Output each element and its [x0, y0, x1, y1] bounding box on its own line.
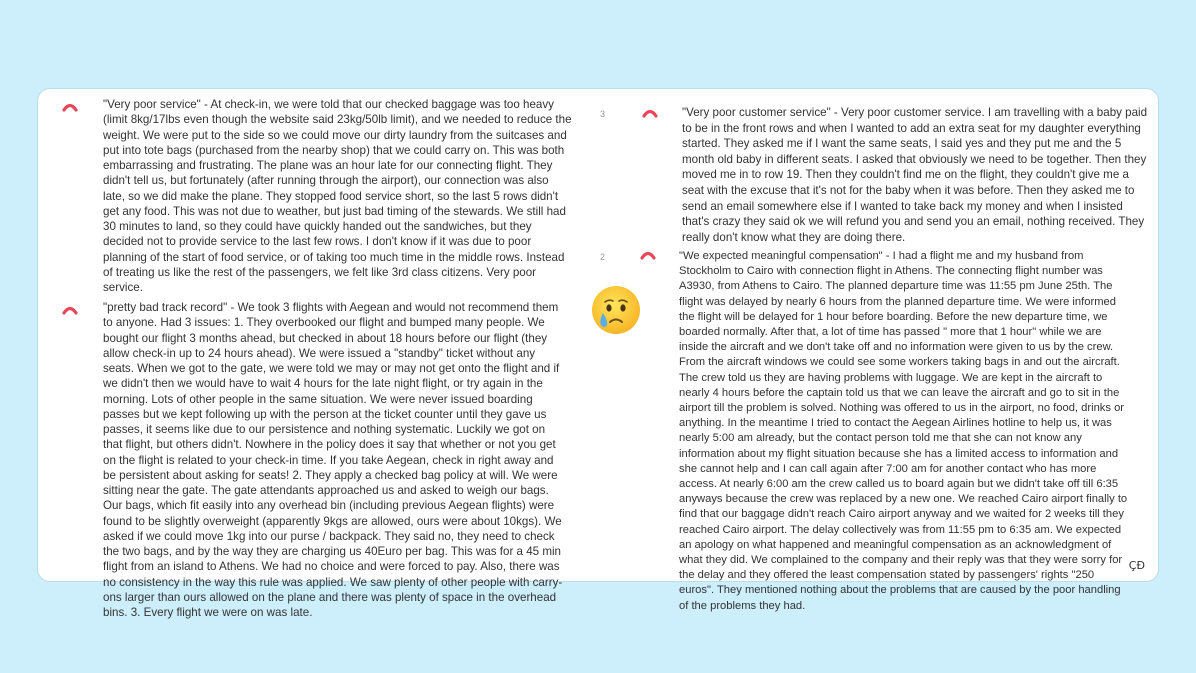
review-text: "pretty bad track record" - We took 3 flights with Aegean and would not recommend them to anyone. Had 3 issues: 1. They overbooked our flight and bumped many people. We bought our flight 3 months ahead, but checked in about 18 hours before our flight (they allow check-in up to 24 hours ahead). We were issued a "standby" ticket without any seats. When we got to the gate, we were told we may or may not get onto the flight and if we didn't then we would have to wait 4 hours for the late night flight, or try again in the morning. Lots of other people in the same situation. We were never issued boarding passes but we kept following up with the person at the ticket counter until they gave us passes, it seems like due to our persistence and nothing systematic. Luckily we got on that flight, but others didn't. Nowhere in the policy does it say that whether or not you get on the flight is related to your check-in time. If you take Aegean, check in right away and be persistent about asking for seats! 2. They apply a checked bag policy at will. We were sitting near the gate. The gate attendants approached us and asked to weigh our bags. Our bags, which fit easily into any overhead bin (including previous Aegean flights) were found to be slightly overweight (apparently 9kgs are allowed, ours were about 10kgs). We asked if we could move 1kg into our purse / backpack. They said no, they need to check the two bags, and by the way they are charging us 40Euro per bag. This was for a 45 min flight from an island to Athens. We had no choice and were forced to pay. Also, there was no consistency in the way this rule was applied. We saw plenty of other people with carry-ons larger than ours allowed on the plane and there was plenty of space in the overhead bins. 3. Every flight we were on was late.: [103, 301, 563, 619]
frown-icon: [62, 102, 78, 111]
review-text: "Very poor customer service" - Very poor customer service. I am travelling with a baby paid to be in the front rows and when I wanted to add an extra seat for my daughter everything started. They asked me if I want the same seats, I said yes and they put me and the 5 month old baby in different seats. I asked that obviously we need to be together. Then they moved me in to row 19. Then they couldn't find me on the flight, they couldn't give me a seat with the excuse that it's not for the baby when it was before. Then they asked me to send an email somewhere else if I wanted to take back my money and when I insisted that's crazy they said ok we will refund you and send you an email, nothing received. They really don't know what they are doing there.: [682, 106, 1148, 244]
review-rank: 3: [600, 109, 606, 119]
frown-icon: [62, 305, 78, 314]
corner-glyph: ÇĐ: [1128, 559, 1145, 572]
review-text: "We expected meaningful compensation" - I had a flight me and my husband from Stockholm to Cairo with connection flight in Athens. The connecting flight number was A3930, from Athens to Cairo. The planned departure time was 11:55 pm June 25th. The flight was delayed by nearly 6 hours from the planned departure time. We were informed the flight will be delayed for 1 hour before boarding. Before the new departure time, we boarded normally. After that, a lot of time has passed " more that 1 hour" while we are inside the aircraft and we don't take off and no information were given to us by the crew. From the aircraft windows we could see some workers taking bags in and out the aircraft. The crew told us they are having problems with luggage. We are kept in the aircraft to nearly 4 hours before the captain told us that we can leave the aircraft and go to sit in the airport till the problem is solved. Nothing was offered to us in the airport, no food, drinks or anything. In the meantime I tried to contact the Aegean Airlines hotline to help us, it was nearly 5:00 am already, but the contact person told me that she can not know any information about my flight situation because she has a limited access to information and she cannot help and I can call again after 7:00 am for another contact who has more access. At nearly 6:00 am the crew called us to board again but we didn't take off till 6:35 anyways because the crew was replaced by a new one. We reached Cairo airport finally to find that our baggage didn't reach Cairo airport anyway and we waited for 2 weeks till they reached Cairo airport. The delay collectively was from 11:55 pm to 6:35 am. We expected an apology on what happened and meaningful compensation as an acknowledgment of what they did. We complained to the company and their reply was that they were sorry for the delay and they offered the least compensation stated by passengers' rights "250 euros". They mentioned nothing about the problems that are caused by the poor handling of the problems they had.: [679, 250, 1128, 612]
review-left-1: [103, 97, 573, 295]
review-rank: 2: [600, 252, 606, 262]
review-right-2: [679, 249, 1129, 614]
frown-icon: [642, 108, 658, 117]
review-right-1: [682, 105, 1148, 245]
crying-face-emoji-icon: [590, 284, 642, 336]
review-text: "Very poor service" - At check-in, we were told that our checked baggage was too heavy (limit 8kg/17lbs even though the website said 23kg/50lb limit), and we needed to reduce the weight. We were put to the side so we could move our dirty laundry from the suitcases and put into tote bags (purchased from the nearby shop) that we could carry on. This was both embarrassing and frustrating. The plane was an hour late for our connecting flight. They didn't tell us, but fortunately (after running through the airport), our connection was also late, so we did make the plane. They stopped food service short, so the last 5 rows didn't get any food. This was not due to weather, but just bad timing of the stewards. We still had 30 minutes to land, so they could have quickly handed out the sandwiches, but they decided not to provide service to the last few rows. I don't know if it was due to poor planning of the start of food service, or of taking too much time in the middle rows. Instead of treating us like the rest of the passengers, we felt like 3rd class citizens. Very poor service.: [103, 98, 572, 294]
review-left-2: [103, 300, 565, 620]
frown-icon: [640, 250, 656, 259]
